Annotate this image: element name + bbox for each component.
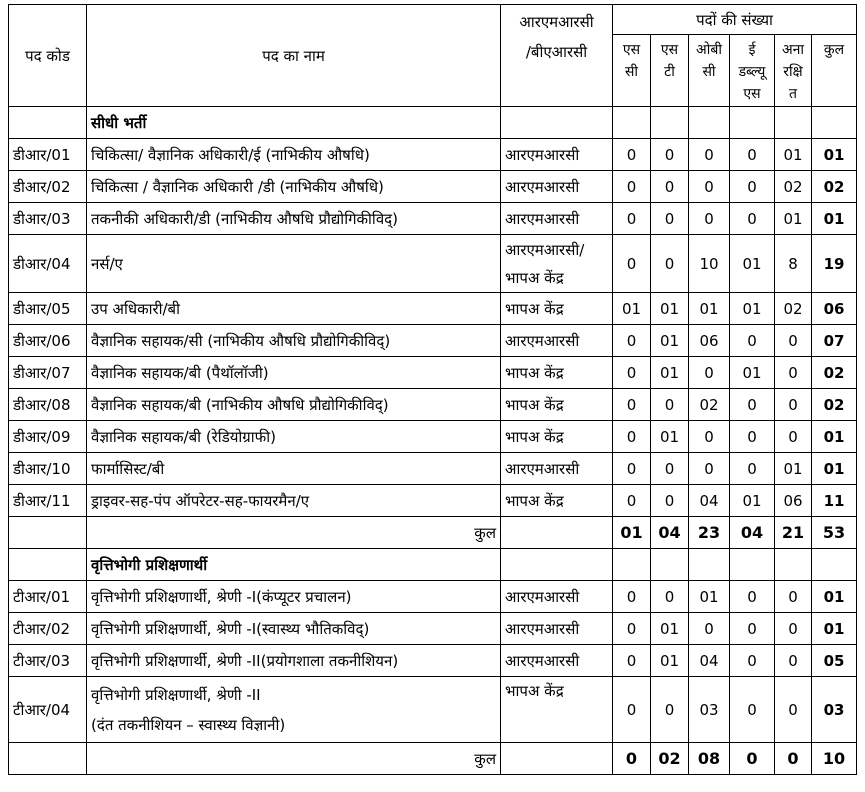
st-count: 0 (651, 453, 689, 485)
post-unit: आरएमआरसी (501, 453, 613, 485)
row-total: 02 (812, 389, 857, 421)
ews-count: 0 (730, 139, 775, 171)
post-name: वृत्तिभोगी प्रशिक्षणार्थी, श्रेणी -I(स्वास्थ्य भौतिकविद्) (87, 613, 501, 645)
post-unit: भापअ केंद्र (501, 677, 613, 743)
post-unit: भापअ केंद्र (501, 389, 613, 421)
direct-total-row (9, 517, 857, 549)
post-unit: आरएमआरसी (501, 325, 613, 357)
ews-count: 0 (730, 645, 775, 677)
st-count: 01 (651, 325, 689, 357)
sc-count: 0 (613, 357, 651, 389)
section-title-direct: सीधी भर्ती (87, 107, 501, 139)
row-total: 06 (812, 293, 857, 325)
post-name: चिकित्सा/ वैज्ञानिक अधिकारी/ई (नाभिकीय औषधि) (87, 139, 501, 171)
obc-count: 0 (689, 453, 730, 485)
obc-count: 01 (689, 581, 730, 613)
sc-count: 0 (613, 421, 651, 453)
direct-total-st: 04 (651, 517, 689, 549)
post-name: तकनीकी अधिकारी/डी (नाभिकीय औषधि प्रौद्योगिकीविद्) (87, 203, 501, 235)
ews-count: 0 (730, 453, 775, 485)
post-name: वैज्ञानिक सहायक/बी (नाभिकीय औषधि प्रौद्योगिकीविद्) (87, 389, 501, 421)
ur-count: 0 (775, 677, 812, 743)
ur-count: 01 (775, 203, 812, 235)
post-count-header: पदों की संख्या (613, 5, 857, 35)
post-unit: आरएमआरसी (501, 581, 613, 613)
st-count: 01 (651, 645, 689, 677)
st-count: 0 (651, 139, 689, 171)
table-row (9, 645, 857, 677)
ur-count: 0 (775, 581, 812, 613)
row-total: 01 (812, 421, 857, 453)
obc-count: 06 (689, 325, 730, 357)
table-row (9, 677, 857, 743)
sc-count: 0 (613, 235, 651, 293)
post-code-header: पद कोड (9, 5, 87, 107)
obc-count: 01 (689, 293, 730, 325)
sc-count: 0 (613, 453, 651, 485)
post-code: डीआर/04 (9, 235, 87, 293)
trainee-total-label: कुल (87, 743, 501, 775)
post-code: डीआर/07 (9, 357, 87, 389)
ur-count: 02 (775, 171, 812, 203)
ews-count: 0 (730, 389, 775, 421)
direct-total-ur: 21 (775, 517, 812, 549)
post-unit: आरएमआरसी (501, 171, 613, 203)
row-total: 01 (812, 203, 857, 235)
ur-count: 0 (775, 645, 812, 677)
trainee-total-row (9, 743, 857, 775)
ews-count: 0 (730, 421, 775, 453)
section-row-trainee (9, 549, 857, 581)
sc-count: 0 (613, 485, 651, 517)
post-name: वैज्ञानिक सहायक/सी (नाभिकीय औषधि प्रौद्योगिकीविद्) (87, 325, 501, 357)
ur-count: 0 (775, 357, 812, 389)
direct-total-obc: 23 (689, 517, 730, 549)
st-header: एस टी (651, 35, 689, 107)
ews-count: 0 (730, 325, 775, 357)
ur-count: 01 (775, 453, 812, 485)
obc-count: 03 (689, 677, 730, 743)
ews-count: 0 (730, 677, 775, 743)
sc-count: 01 (613, 293, 651, 325)
table-row (9, 235, 857, 293)
ews-count: 0 (730, 203, 775, 235)
ur-count: 01 (775, 139, 812, 171)
table-row (9, 357, 857, 389)
row-total: 03 (812, 677, 857, 743)
post-name-line2: (दंत तकनीशियन – स्वास्थ्य विज्ञानी) (91, 715, 286, 734)
post-code: डीआर/01 (9, 139, 87, 171)
unit-header-line1: आरएमआरसी (519, 13, 594, 31)
post-code: डीआर/11 (9, 485, 87, 517)
trainee-total-ur: 0 (775, 743, 812, 775)
st-count: 0 (651, 581, 689, 613)
sc-header: एस सी (613, 35, 651, 107)
obc-count: 04 (689, 645, 730, 677)
row-total: 02 (812, 171, 857, 203)
ur-count: 0 (775, 325, 812, 357)
ur-count: 8 (775, 235, 812, 293)
sc-count: 0 (613, 389, 651, 421)
post-name: फार्मासिस्ट/बी (87, 453, 501, 485)
section-row-direct (9, 107, 857, 139)
post-name (87, 677, 501, 743)
st-count: 01 (651, 613, 689, 645)
table-row (9, 389, 857, 421)
ur-header: अना रक्षि त (775, 35, 812, 107)
post-name: वृत्तिभोगी प्रशिक्षणार्थी, श्रेणी -II(प्रयोगशाला तकनीशियन) (87, 645, 501, 677)
ews-count: 0 (730, 581, 775, 613)
obc-count: 0 (689, 613, 730, 645)
post-unit: आरएमआरसी (501, 613, 613, 645)
post-name: वैज्ञानिक सहायक/बी (पैथॉलॉजी) (87, 357, 501, 389)
sc-count: 0 (613, 171, 651, 203)
post-name: वृत्तिभोगी प्रशिक्षणार्थी, श्रेणी -I(कंप्यूटर प्रचालन) (87, 581, 501, 613)
st-count: 01 (651, 293, 689, 325)
direct-total-sc: 01 (613, 517, 651, 549)
post-unit: आरएमआरसी (501, 203, 613, 235)
st-count: 0 (651, 677, 689, 743)
sc-count: 0 (613, 325, 651, 357)
table-row (9, 421, 857, 453)
st-count: 01 (651, 357, 689, 389)
obc-count: 0 (689, 357, 730, 389)
table-row (9, 613, 857, 645)
st-count: 0 (651, 485, 689, 517)
ur-count: 02 (775, 293, 812, 325)
post-code: टीआर/02 (9, 613, 87, 645)
post-name: नर्स/ए (87, 235, 501, 293)
post-unit: भापअ केंद्र (501, 293, 613, 325)
post-unit: आरएमआरसी (501, 139, 613, 171)
ews-count: 0 (730, 171, 775, 203)
obc-count: 04 (689, 485, 730, 517)
post-unit: भापअ केंद्र (501, 485, 613, 517)
direct-grand-total: 53 (812, 517, 857, 549)
row-total: 01 (812, 581, 857, 613)
row-total: 02 (812, 357, 857, 389)
ews-count: 0 (730, 613, 775, 645)
row-total: 01 (812, 453, 857, 485)
post-code: टीआर/03 (9, 645, 87, 677)
obc-count: 0 (689, 171, 730, 203)
post-name-line1: वृत्तिभोगी प्रशिक्षणार्थी, श्रेणी -II (91, 685, 261, 704)
st-count: 0 (651, 171, 689, 203)
table-row (9, 139, 857, 171)
obc-count: 0 (689, 421, 730, 453)
row-total: 01 (812, 613, 857, 645)
posts-table (8, 4, 857, 775)
post-name: वैज्ञानिक सहायक/बी (रेडियोग्राफी) (87, 421, 501, 453)
sc-count: 0 (613, 677, 651, 743)
st-count: 0 (651, 235, 689, 293)
unit-header-line2: /बीएआरसी (525, 43, 588, 61)
row-total: 01 (812, 139, 857, 171)
obc-header: ओबी सी (689, 35, 730, 107)
direct-total-ews: 04 (730, 517, 775, 549)
total-header: कुल (812, 35, 857, 107)
ur-count: 06 (775, 485, 812, 517)
post-code: डीआर/09 (9, 421, 87, 453)
ur-count: 0 (775, 389, 812, 421)
post-code: डीआर/06 (9, 325, 87, 357)
ur-count: 0 (775, 421, 812, 453)
post-code: डीआर/03 (9, 203, 87, 235)
row-total: 05 (812, 645, 857, 677)
obc-count: 02 (689, 389, 730, 421)
ews-count: 01 (730, 293, 775, 325)
post-name: उप अधिकारी/बी (87, 293, 501, 325)
sc-count: 0 (613, 581, 651, 613)
obc-count: 10 (689, 235, 730, 293)
post-name: चिकित्सा / वैज्ञानिक अधिकारी /डी (नाभिकीय औषधि) (87, 171, 501, 203)
post-name: ड्राइवर-सह-पंप ऑपरेटर-सह-फायरमैन/ए (87, 485, 501, 517)
post-code: डीआर/10 (9, 453, 87, 485)
section-title-trainee: वृत्तिभोगी प्रशिक्षणार्थी (87, 549, 501, 581)
row-total: 07 (812, 325, 857, 357)
ews-count: 01 (730, 357, 775, 389)
st-count: 01 (651, 421, 689, 453)
obc-count: 0 (689, 203, 730, 235)
table-row (9, 203, 857, 235)
sc-count: 0 (613, 139, 651, 171)
post-unit: आरएमआरसी (501, 645, 613, 677)
ur-count: 0 (775, 613, 812, 645)
row-total: 11 (812, 485, 857, 517)
row-total: 19 (812, 235, 857, 293)
table-row (9, 171, 857, 203)
table-row (9, 581, 857, 613)
table-row (9, 453, 857, 485)
sc-count: 0 (613, 645, 651, 677)
table-row (9, 485, 857, 517)
post-unit: आरएमआरसी/ भापअ केंद्र (501, 235, 613, 293)
sc-count: 0 (613, 613, 651, 645)
ews-header: ई डब्ल्यू एस (730, 35, 775, 107)
ews-count: 01 (730, 485, 775, 517)
trainee-total-st: 02 (651, 743, 689, 775)
table-row (9, 293, 857, 325)
trainee-total-ews: 0 (730, 743, 775, 775)
post-code: डीआर/02 (9, 171, 87, 203)
ews-count: 01 (730, 235, 775, 293)
post-unit: भापअ केंद्र (501, 421, 613, 453)
post-unit: भापअ केंद्र (501, 357, 613, 389)
obc-count: 0 (689, 139, 730, 171)
post-code: डीआर/08 (9, 389, 87, 421)
trainee-grand-total: 10 (812, 743, 857, 775)
direct-total-label: कुल (87, 517, 501, 549)
post-code: डीआर/05 (9, 293, 87, 325)
header-row-1 (9, 5, 857, 35)
post-code: टीआर/01 (9, 581, 87, 613)
st-count: 0 (651, 203, 689, 235)
sc-count: 0 (613, 203, 651, 235)
post-code: टीआर/04 (9, 677, 87, 743)
trainee-total-obc: 08 (689, 743, 730, 775)
unit-header (501, 5, 613, 107)
st-count: 0 (651, 389, 689, 421)
trainee-total-sc: 0 (613, 743, 651, 775)
post-name-header: पद का नाम (87, 5, 501, 107)
table-row (9, 325, 857, 357)
